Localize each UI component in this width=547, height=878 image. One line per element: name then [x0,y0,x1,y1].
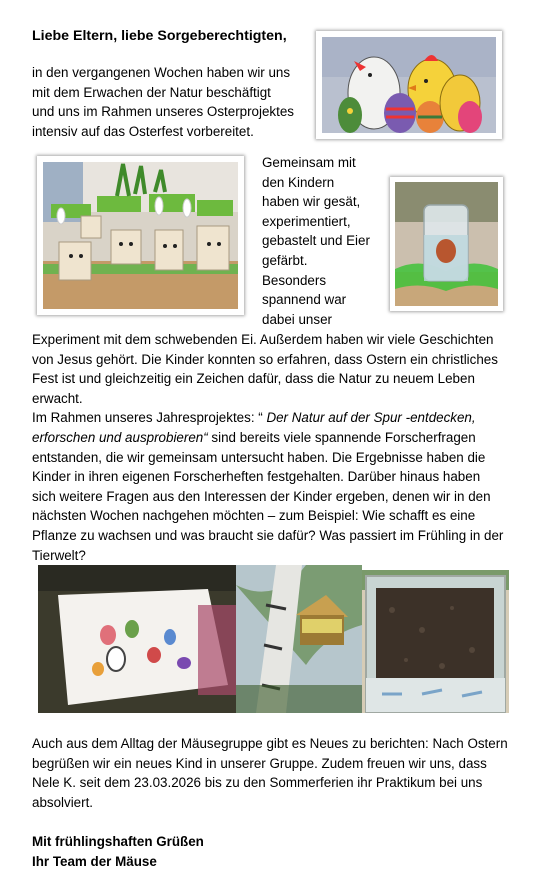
project-line: nächsten Wochen nachgehen möchten – zum Beispiel: Wie schafft es eine [32,508,476,524]
main-line: erwacht. [32,390,83,406]
project-title-part1: Der Natur auf der Spur -entdecken, [266,410,476,426]
project-line: entstanden, die wir gemeinsam untersucht haben. Die Ergebnisse haben die [32,449,486,465]
news-line: Auch aus dem Alltag der Mäusegruppe gibt es Neues zu berichten: Nach Ostern [32,736,508,751]
main-line: Fest ist und gleichzeitig ein Zeichen dafür, dass die Natur zu neuem Leben [32,371,475,387]
signature-line: Ihr Team der Mäuse [32,853,157,869]
middle-line: Gemeinsam mit [262,155,356,170]
intro-line: in den vergangenen Wochen haben wir uns [32,65,291,80]
middle-line: Besonders [262,272,327,288]
middle-line: gefärbt. [262,252,308,268]
intro-paragraph [32,63,294,141]
news-line: Nele K. seit dem 23.03.2026 bis zu den Sommerferien ihr Praktikum bei uns [32,775,483,791]
project-line: Pflanze zu wachsen und was braucht sie dafür? Was passiert im Frühling in der [32,527,504,543]
main-paragraph [32,330,503,565]
middle-line: dabei unser [262,311,332,327]
middle-line: gebastelt und Eier [262,233,370,249]
photo-planters [37,156,244,315]
project-line-1 [32,408,503,428]
project-prefix: Im Rahmen unseres Jahresprojektes: “ [32,410,267,426]
closing-block [32,832,204,871]
project-title-part2: erforschen und ausprobieren“ [32,429,208,445]
photo-birdhouse [236,565,362,713]
project-line: Kinder in ihren eigenen Forscherheften festgehalten. Darüber hinaus haben [32,469,481,485]
intro-line: intensiv auf das Osterfest vorbereitet. [32,123,254,139]
middle-line: den Kindern [262,174,335,190]
middle-line: spannend war [262,292,347,308]
news-paragraph [32,734,508,812]
closing-line: Mit frühlingshaften Grüßen [32,834,204,849]
photo-easter-drawing [316,31,502,139]
main-line: Experiment mit dem schwebenden Ei. Außerdem haben wir viele Geschichten [32,332,494,347]
project-line: sich weitere Fragen aus den Interessen der Kinder ergeben, denen wir in den [32,488,491,504]
middle-line: experimentiert, [262,213,351,229]
project-line: Tierwelt? [32,547,86,563]
middle-paragraph [262,153,370,329]
main-line: von Jesus gehört. Die Kinder konnten so erfahren, dass Ostern ein christliches [32,351,498,367]
middle-line: haben wir gesät, [262,194,361,210]
news-line: absolviert. [32,794,94,810]
letter-greeting: Liebe Eltern, liebe Sorgeberechtigten, [32,28,287,44]
project-line-2 [32,428,503,448]
intro-line: mit dem Erwachen der Natur beschäftigt [32,84,271,100]
photo-painted-cloth [38,565,236,713]
project-rest: sind bereits viele spannende Forscherfragen [207,429,476,445]
photo-soil-planter [362,570,509,713]
news-line: begrüßen wir ein neues Kind in unserer Gruppe. Zudem freuen wir uns, dass [32,755,487,771]
intro-line: und uns im Rahmen unseres Osterprojektes [32,104,294,120]
photo-floating-egg [390,177,503,311]
